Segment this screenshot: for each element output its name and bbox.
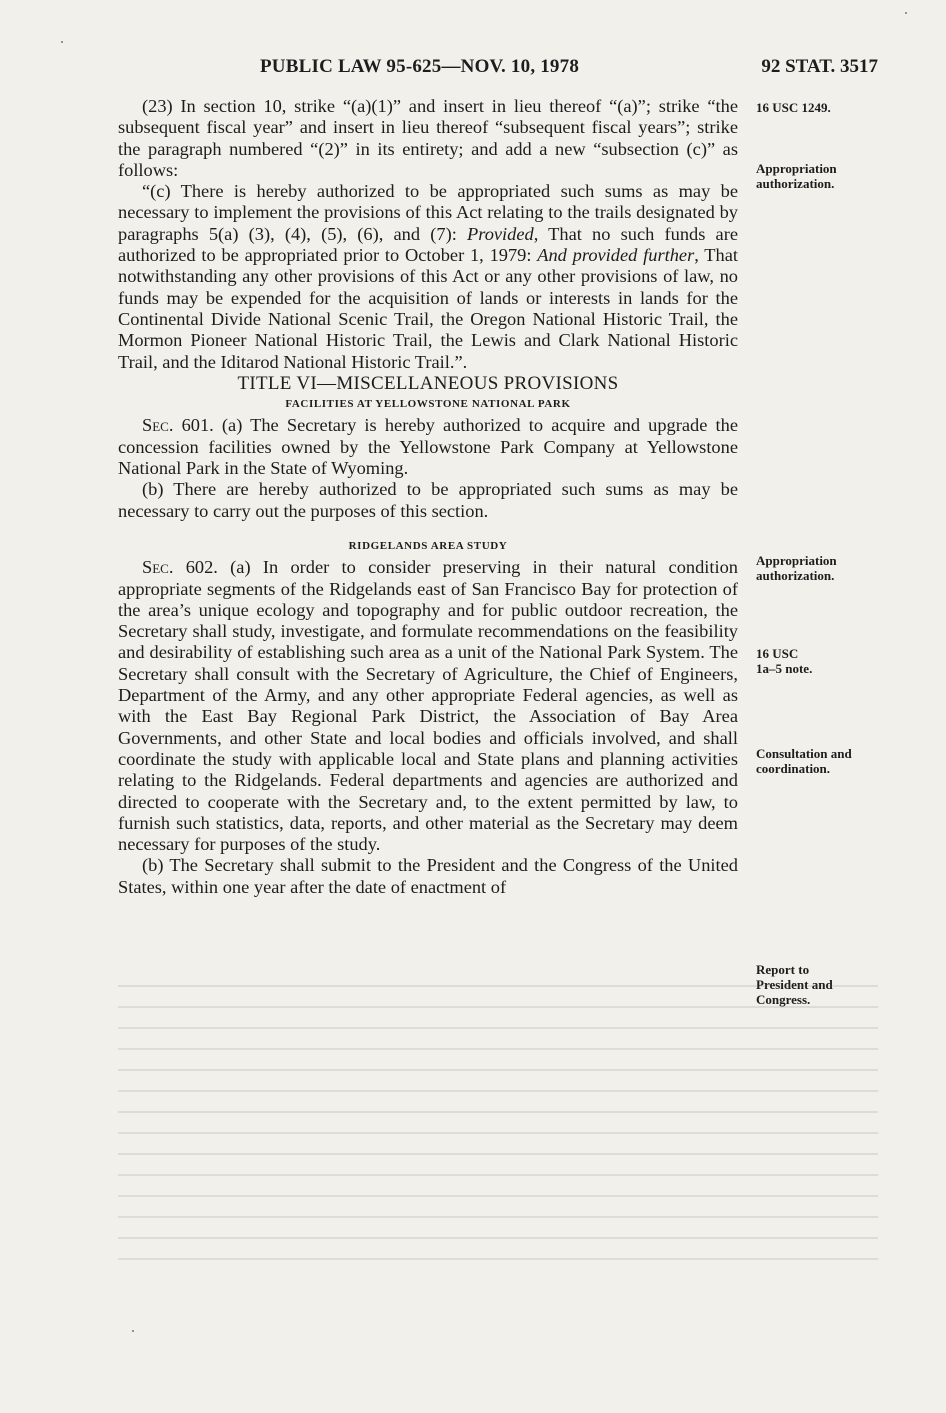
scan-speck [132, 1330, 134, 1332]
page-header [120, 56, 878, 86]
section-subheading-ridgelands: RIDGELANDS AREA STUDY [348, 539, 508, 552]
section-601a: Sec. 601. (a) The Secretary is hereby authorized to acquire and upgrade the concession facilities owned by the Yellowstone Park Company at Yellowstone National Park in the State of Wyoming. [118, 415, 738, 479]
margin-note-appropriation-2: Appropriation authorization. [756, 553, 837, 583]
margin-note-16usc1249: 16 USC 1249. [756, 100, 831, 115]
margin-note-16usc1a5: 16 USC 1a–5 note. [756, 646, 813, 676]
section-subheading-yellowstone: FACILITIES AT YELLOWSTONE NATIONAL PARK [285, 398, 571, 411]
paragraph-23: (23) In section 10, strike “(a)(1)” and insert in lieu thereof “(a)”; strike “the subsequent fiscal year” and insert in lieu thereof “subsequent fiscal years”; strike the paragraph numbered “(2)” in its entirety; and add a new “subsection (c)” as follows: [118, 96, 738, 180]
margin-note-appropriation-1: Appropriation authorization. [756, 161, 837, 191]
body-text [118, 96, 738, 898]
section-602b: (b) The Secretary shall submit to the President and the Congress of the United States, within one year after the date of enactment of [118, 855, 738, 897]
margin-note-consultation: Consultation and coordination. [756, 746, 852, 776]
title-heading: TITLE VI—MISCELLANEOUS PROVISIONS [237, 372, 619, 394]
margin-note-report: Report to President and Congress. [756, 962, 833, 1007]
statute-page-number: 92 STAT. 3517 [761, 56, 878, 77]
law-title: PUBLIC LAW 95-625—NOV. 10, 1978 [260, 56, 580, 77]
section-601b: (b) There are hereby authorized to be appropriated such sums as may be necessary to carry out the purposes of this section. [118, 479, 738, 521]
bleed-through-text [118, 985, 878, 1285]
scan-speck [905, 12, 907, 14]
scan-speck [61, 41, 63, 43]
section-602a: Sec. 602. (a) In order to consider preserving in their natural condition appropriate segments of the Ridgelands east of San Francisco Bay for protection of the area’s unique ecology and topography and for public outdoor recreation, the Secretary shall study, investigate, and formulate recommendations on the feasibility and desirability of establishing such area as a unit of the National Park System. The Secretary shall consult with the Secretary of Agriculture, the Chief of Engineers, Department of the Army, and any other appropriate Federal agencies, as well as with the East Bay Regional Park District, the Association of Bay Area Governments, and other State and local bodies and officials involved, and shall coordinate the study with applicable local and State plans and planning activities relating to the Ridgelands. Federal departments and agencies are authorized and directed to cooperate with the Secretary and, to the extent permitted by law, to furnish such statistics, data, reports, and other material as the Secretary may deem necessary for purposes of the study. [118, 557, 738, 855]
paragraph-subsection-c: “(c) There is hereby authorized to be appropriated such sums as may be necessary to implement the provisions of this Act relating to the trails designated by paragraphs 5(a) (3), (4), (5), (6), and (7): Provided, That no such funds are authorized to be appropriated prior to October 1, 1979: And provided further, That notwithstanding any other provisions of this Act or any other provisions of law, no funds may be expended for the acquisition of lands or interests in lands for the Continental Divide National Scenic Trail, the Oregon National Historic Trail, the Mormon Pioneer National Historic Trail, the Lewis and Clark National Historic Trail, and the Iditarod National Historic Trail.”. [118, 181, 738, 372]
